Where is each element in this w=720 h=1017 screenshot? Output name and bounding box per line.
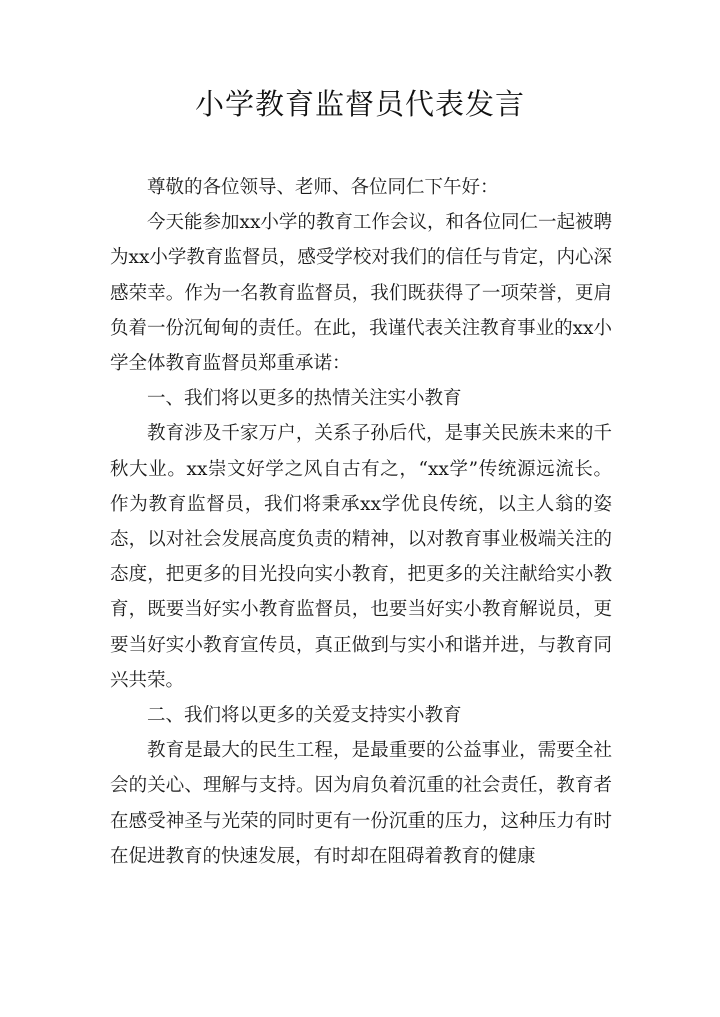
intro-paragraph: 今天能参加xx小学的教育工作会议，和各位同仁一起被聘为xx小学教育监督员，感受学校对我们的信任与肯定，内心深感荣幸。作为一名教育监督员，我们既获得了一项荣誉，更肩负着一份沉甸甸的责任。在此，我谨代表关注教育事业的xx小学全体教育监督员郑重承诺： [110, 212, 612, 375]
section-1-paragraph: 教育涉及千家万户，关系子孙后代，是事关民族未来的千秋大业。xx崇文好学之风自古有之，“xx学”传统源远流长。作为教育监督员，我们将秉承xx学优良传统，以主人翁的姿态，以对社会发展高度负责的精神，以对教育事业极端关注的态度，把更多的目光投向实小教育，把更多的关注献给实小教育，既要当好实小教育监督员，也要当好实小教育解说员，更要当好实小教育宣传员，真正做到与实小和谐并进，与教育同兴共荣。 [110, 423, 612, 691]
section-2-paragraph: 教育是最大的民生工程，是最重要的公益事业，需要全社会的关心、理解与支持。因为肩负着沉重的社会责任，教育者在感受神圣与光荣的同时更有一份沉重的压力，这种压力有时在促进教育的快速发展，有时却在阻碍着教育的健康 [110, 740, 612, 867]
section-heading-2: 二、我们将以更多的关爱支持实小教育 [147, 705, 462, 727]
section-heading-1: 一、我们将以更多的热情关注实小教育 [147, 388, 462, 410]
greeting-paragraph: 尊敬的各位领导、老师、各位同仁下午好： [147, 177, 499, 198]
document-title: 小学教育监督员代表发言 [194, 87, 525, 121]
document-body [110, 170, 612, 874]
